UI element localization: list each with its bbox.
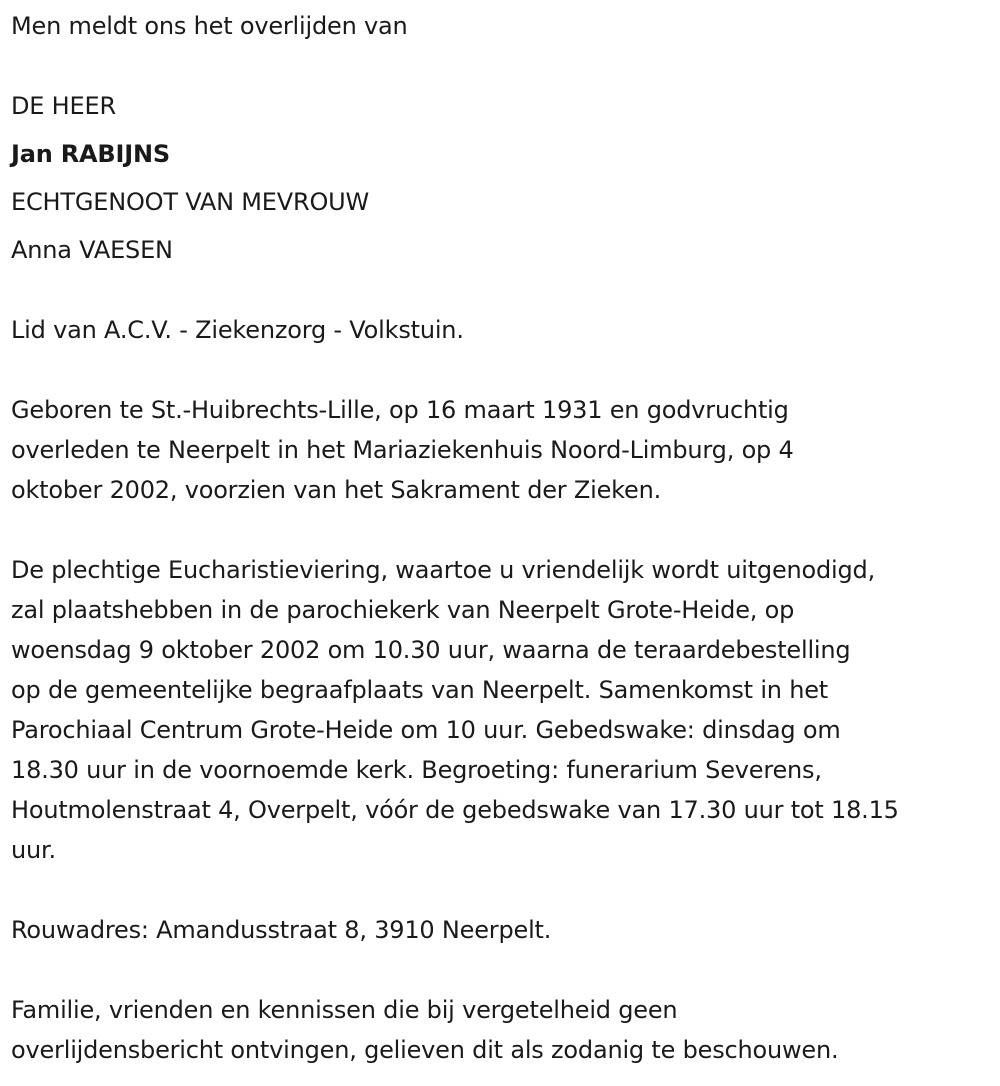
mourning-address: Rouwadres: Amandusstraat 8, 3910 Neerpelt. xyxy=(11,916,552,944)
intro-text: Men meldt ons het overlijden van xyxy=(11,12,408,40)
closing-line-1: Familie, vrienden en kennissen die bij vergetelheid geen xyxy=(11,996,678,1024)
ceremony-line-5: Parochiaal Centrum Grote-Heide om 10 uur. Gebedswake: dinsdag om xyxy=(11,716,841,744)
ceremony-line-7: Houtmolenstraat 4, Overpelt, vóór de gebedswake van 17.30 uur tot 18.15 xyxy=(11,796,899,824)
birth-death-line-1: Geboren te St.-Huibrechts-Lille, op 16 maart 1931 en godvruchtig xyxy=(11,396,789,424)
membership-text: Lid van A.C.V. - Ziekenzorg - Volkstuin. xyxy=(11,316,464,344)
spouse-label: ECHTGENOOT VAN MEVROUW xyxy=(11,188,370,216)
deceased-name: Jan RABIJNS xyxy=(11,140,170,168)
ceremony-line-4: op de gemeentelijke begraafplaats van Neerpelt. Samenkomst in het xyxy=(11,676,829,704)
birth-death-line-3: oktober 2002, voorzien van het Sakrament der Zieken. xyxy=(11,476,662,504)
birth-death-line-2: overleden te Neerpelt in het Mariaziekenhuis Noord-Limburg, op 4 xyxy=(11,436,794,464)
ceremony-line-8: uur. xyxy=(11,836,56,864)
ceremony-line-2: zal plaatshebben in de parochiekerk van Neerpelt Grote-Heide, op xyxy=(11,596,795,624)
ceremony-line-3: woensdag 9 oktober 2002 om 10.30 uur, waarna de teraardebestelling xyxy=(11,636,851,664)
title-prefix: DE HEER xyxy=(11,92,116,120)
spouse-name: Anna VAESEN xyxy=(11,236,173,264)
closing-line-2: overlijdensbericht ontvingen, gelieven dit als zodanig te beschouwen. xyxy=(11,1036,839,1064)
ceremony-line-6: 18.30 uur in de voornoemde kerk. Begroeting: funerarium Severens, xyxy=(11,756,822,784)
ceremony-line-1: De plechtige Eucharistieviering, waartoe u vriendelijk wordt uitgenodigd, xyxy=(11,556,876,584)
